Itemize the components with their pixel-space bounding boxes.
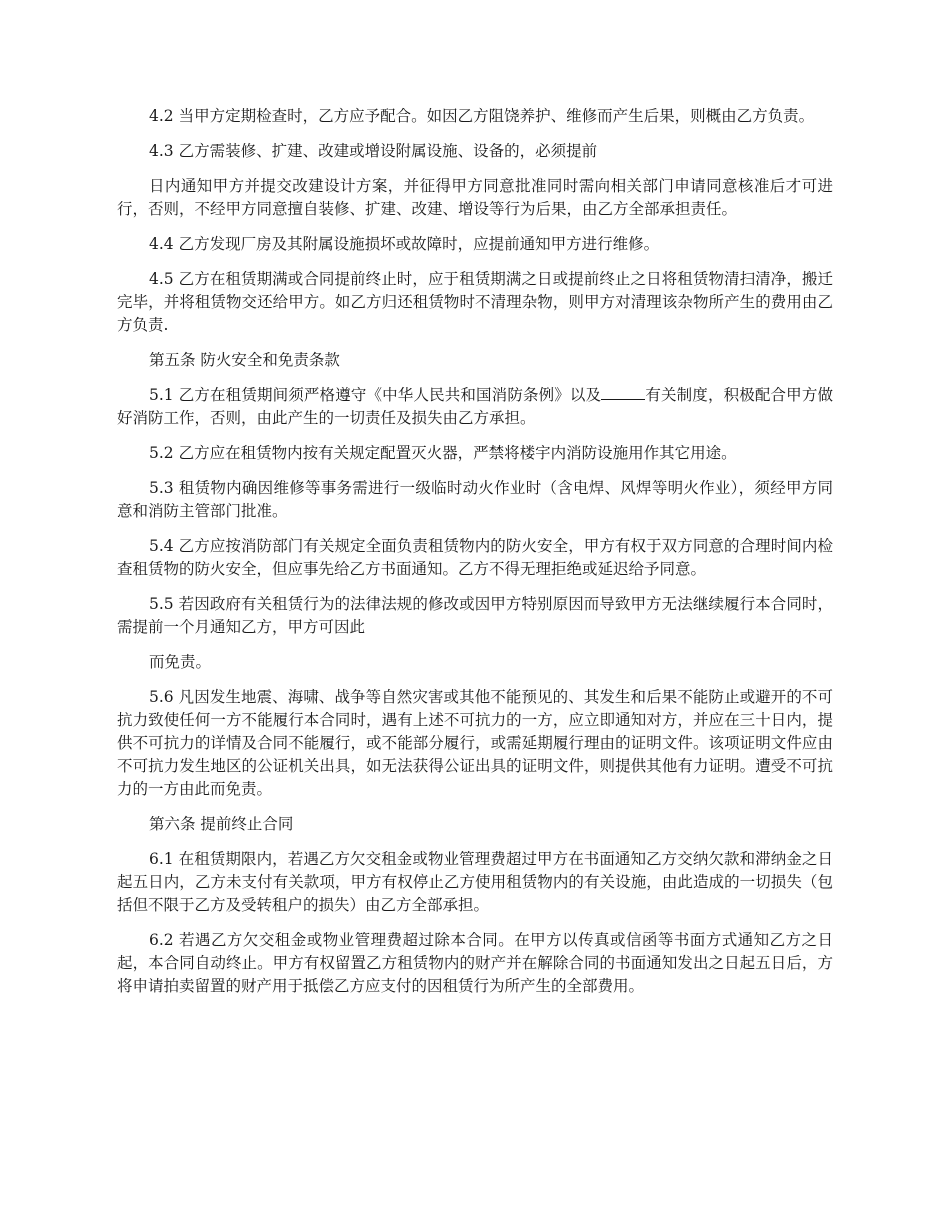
clause-4-4 xyxy=(117,233,833,256)
clause-text: 乙方应按消防部门有关规定全面负责租赁物内的防火安全，甲方有权于双方同意的合理时间内检查租赁物的防火安全，但应事先给乙方书面通知。乙方不得无理拒绝或延迟给予同意。 xyxy=(117,537,833,578)
clause-4-3-continued xyxy=(117,175,833,221)
clause-5-5-continued xyxy=(117,651,833,674)
clause-4-3 xyxy=(117,140,833,163)
clause-4-2 xyxy=(117,105,833,128)
clause-text: 而免责。 xyxy=(149,653,212,671)
clause-text: 乙方需装修、扩建、改建或增设附属设施、设备的，必须提前 xyxy=(178,142,598,160)
article-5-heading: 第五条 防火安全和免责条款 xyxy=(149,351,340,369)
blank-fill-line xyxy=(601,385,645,400)
clause-text: 乙方发现厂房及其附属设施损坏或故障时，应提前通知甲方进行维修。 xyxy=(178,235,660,253)
clause-text: 若因政府有关租赁行为的法律法规的修改或因甲方特别原因而导致甲方无法继续履行本合同时，需提前一个月通知乙方，甲方可因此 xyxy=(117,595,833,636)
clause-number: 4.4 xyxy=(149,235,174,253)
clause-number: 5.4 xyxy=(149,537,174,555)
clause-6-2 xyxy=(117,929,833,998)
clause-text: 乙方在租赁期间须严格遵守《中华人民共和国消防条例》以及 xyxy=(178,386,602,404)
clause-number: 5.2 xyxy=(149,444,174,462)
clause-number: 5.3 xyxy=(149,479,174,497)
clause-4-5 xyxy=(117,268,833,337)
clause-number: 5.5 xyxy=(149,595,174,613)
clause-number: 5.1 xyxy=(149,386,174,404)
clause-number: 5.6 xyxy=(149,688,174,706)
document-page xyxy=(117,105,833,1010)
clause-text: 有关制度，积极配合甲方做好消防工作，否则，由此产生的一切责任及损失由乙方承担。 xyxy=(117,386,833,427)
clause-number: 4.2 xyxy=(149,107,174,125)
clause-text: 当甲方定期检查时，乙方应予配合。如因乙方阻饶养护、维修而产生后果，则概由乙方负责。 xyxy=(178,107,815,125)
clause-5-1 xyxy=(117,384,833,430)
clause-text: 乙方在租赁期满或合同提前终止时，应于租赁期满之日或提前终止之日将租赁物清扫清净，搬迁完毕，并将租赁物交还给甲方。如乙方归还租赁物时不清理杂物，则甲方对清理该杂物所产生的费用由乙方负责. xyxy=(117,270,833,334)
clause-text: 在租赁期限内，若遇乙方欠交租金或物业管理费超过甲方在书面通知乙方交纳欠款和滞纳金之日起五日内，乙方未支付有关款项，甲方有权停止乙方使用租赁物内的有关设施，由此造成的一切损失（包括但不限于乙方及受转租户的损失）由乙方全部承担。 xyxy=(117,850,833,914)
clause-5-2 xyxy=(117,442,833,465)
clause-5-3 xyxy=(117,477,833,523)
clause-5-6 xyxy=(117,686,833,801)
clause-5-4 xyxy=(117,535,833,581)
clause-text: 租赁物内确因维修等事务需进行一级临时动火作业时（含电焊、风焊等明火作业），须经甲方同意和消防主管部门批准。 xyxy=(117,479,833,520)
clause-text: 乙方应在租赁物内按有关规定配置灭火器，严禁将楼宇内消防设施用作其它用途。 xyxy=(178,444,737,462)
clause-number: 6.1 xyxy=(149,850,174,868)
clause-6-1 xyxy=(117,848,833,917)
clause-text: 日内通知甲方并提交改建设计方案，并征得甲方同意批准同时需向相关部门申请同意核准后才可进行，否则，不经甲方同意擅自装修、扩建、改建、增设等行为后果，由乙方全部承担责任。 xyxy=(117,177,833,218)
clause-number: 6.2 xyxy=(149,931,174,949)
clause-5-5 xyxy=(117,593,833,639)
clause-text: 若遇乙方欠交租金或物业管理费超过除本合同。在甲方以传真或信函等书面方式通知乙方之日起，本合同自动终止。甲方有权留置乙方租赁物内的财产并在解除合同的书面通知发出之日起五日后，方将申请拍卖留置的财产用于抵偿乙方应支付的因租赁行为所产生的全部费用。 xyxy=(117,931,833,995)
clause-number: 4.5 xyxy=(149,270,174,288)
clause-text: 凡因发生地震、海啸、战争等自然灾害或其他不能预见的、其发生和后果不能防止或避开的不可抗力致使任何一方不能履行本合同时，遇有上述不可抗力的一方，应立即通知对方，并应在三十日内，提供不可抗力的详情及合同不能履行，或不能部分履行，或需延期履行理由的证明文件。该项证明文件应由不可抗力发生地区的公证机关出具，如无法获得公证出具的证明文件，则提供其他有力证明。遭受不可抗力的一方由此而免责。 xyxy=(117,688,833,798)
article-6-heading: 第六条 提前终止合同 xyxy=(149,815,294,833)
clause-number: 4.3 xyxy=(149,142,174,160)
